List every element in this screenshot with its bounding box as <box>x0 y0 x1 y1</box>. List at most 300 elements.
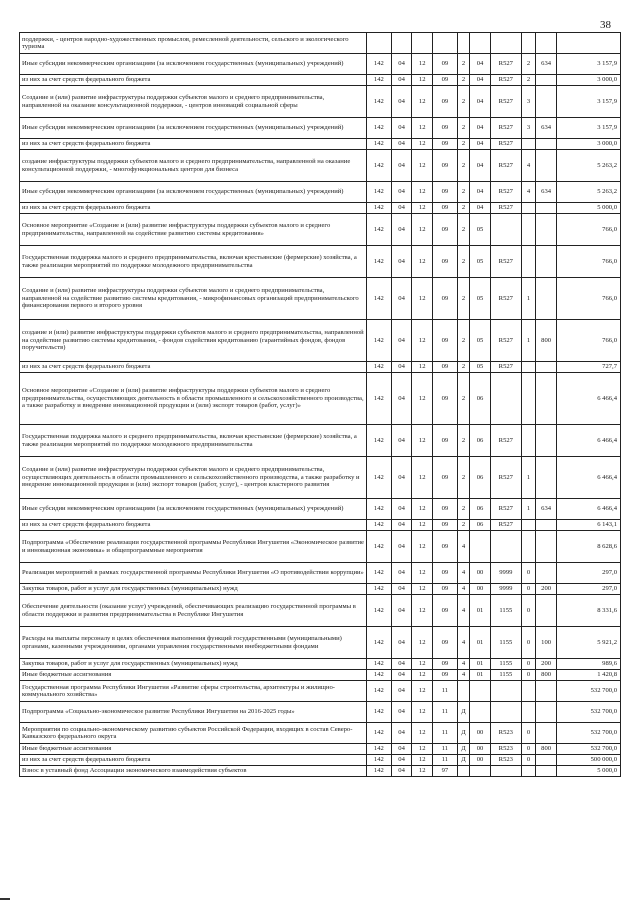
table-row <box>20 373 621 425</box>
row-sum: 3 157,9 <box>556 54 620 75</box>
row-code-adm: 142 <box>366 246 391 278</box>
row-sum: 766,0 <box>556 278 620 320</box>
row-code-p4: 1155 <box>490 627 521 659</box>
row-name: Иные субсидии некоммерческим организациям (за исключением государственных (муниципальных) учреждений) <box>20 54 367 75</box>
row-code-sub: 12 <box>412 755 433 766</box>
table-row <box>20 531 621 563</box>
row-name: Иные бюджетные ассигнования <box>20 744 367 755</box>
row-code-p3: 04 <box>470 54 491 75</box>
row-code-sec: 04 <box>391 499 412 520</box>
row-name: Государственная поддержка малого и среднего предпринимательства, включая крестьянские (фермерские) хозяйства, а также реализация мероприятий по поддержке молодежного предпринимательства <box>20 425 367 457</box>
row-code-p1: 09 <box>433 278 458 320</box>
row-code-p1: 11 <box>433 723 458 744</box>
table-row <box>20 659 621 670</box>
row-name: Иные субсидии некоммерческим организациям (за исключением государственных (муниципальных) учреждений) <box>20 499 367 520</box>
table-row <box>20 702 621 723</box>
row-sum: 1 420,8 <box>556 670 620 681</box>
row-code-sec: 04 <box>391 595 412 627</box>
row-code-sub: 12 <box>412 150 433 182</box>
row-code-p1: 09 <box>433 182 458 203</box>
table-row <box>20 766 621 777</box>
row-code-p5: 3 <box>521 86 535 118</box>
row-code-adm: 142 <box>366 584 391 595</box>
row-code-p1: 11 <box>433 744 458 755</box>
row-sum <box>556 33 620 54</box>
row-code-p5 <box>521 214 535 246</box>
row-code-p5: 0 <box>521 563 535 584</box>
row-code-p3 <box>470 33 491 54</box>
row-sum: 3 157,9 <box>556 86 620 118</box>
row-name: Закупка товаров, работ и услуг для государственных (муниципальных) нужд <box>20 659 367 670</box>
row-code-p3 <box>470 702 491 723</box>
row-code-p2: 2 <box>457 86 469 118</box>
row-code-vr <box>536 520 557 531</box>
row-code-adm: 142 <box>366 150 391 182</box>
row-code-p5 <box>521 33 535 54</box>
row-code-adm: 142 <box>366 766 391 777</box>
row-code-p1: 09 <box>433 362 458 373</box>
row-code-adm: 142 <box>366 203 391 214</box>
row-code-sub: 12 <box>412 214 433 246</box>
row-code-sub: 12 <box>412 681 433 702</box>
table-row <box>20 563 621 584</box>
row-name: Основное мероприятие «Создание и (или) развитие инфраструктуры поддержки субъектов малого и среднего предпринимательства, направленной на содействие развитию системы кредитования» <box>20 214 367 246</box>
row-code-p3: 05 <box>470 362 491 373</box>
row-code-p5: 0 <box>521 744 535 755</box>
row-code-p5 <box>521 203 535 214</box>
row-code-adm: 142 <box>366 214 391 246</box>
row-code-p4: 9999 <box>490 563 521 584</box>
row-code-sec: 04 <box>391 278 412 320</box>
row-name: из них за счет средств федерального бюджета <box>20 755 367 766</box>
row-code-p1: 09 <box>433 54 458 75</box>
row-sum: 8 628,6 <box>556 531 620 563</box>
row-code-p2: 2 <box>457 182 469 203</box>
row-code-p5 <box>521 246 535 278</box>
row-sum: 297,0 <box>556 563 620 584</box>
row-code-p5 <box>521 681 535 702</box>
row-code-p2: Д <box>457 723 469 744</box>
table-row <box>20 681 621 702</box>
row-code-p2: 4 <box>457 563 469 584</box>
row-code-p4: R527 <box>490 54 521 75</box>
row-code-sub: 12 <box>412 139 433 150</box>
row-code-vr: 800 <box>536 744 557 755</box>
table-row <box>20 33 621 54</box>
row-code-p3: 04 <box>470 150 491 182</box>
row-code-p4: 9999 <box>490 584 521 595</box>
row-code-p4: R527 <box>490 320 521 362</box>
row-code-p1: 11 <box>433 681 458 702</box>
row-code-adm: 142 <box>366 702 391 723</box>
row-code-p5: 0 <box>521 755 535 766</box>
row-code-vr <box>536 531 557 563</box>
row-code-vr: 634 <box>536 499 557 520</box>
row-name: Иные субсидии некоммерческим организациям (за исключением государственных (муниципальных) учреждений) <box>20 182 367 203</box>
row-code-p1: 09 <box>433 425 458 457</box>
row-code-vr <box>536 766 557 777</box>
row-code-p3 <box>470 531 491 563</box>
row-code-p3: 01 <box>470 627 491 659</box>
row-sum: 3 157,9 <box>556 118 620 139</box>
row-code-p4: 1155 <box>490 595 521 627</box>
row-name: из них за счет средств федерального бюджета <box>20 139 367 150</box>
row-code-p1: 09 <box>433 627 458 659</box>
row-code-adm: 142 <box>366 755 391 766</box>
row-code-adm: 142 <box>366 362 391 373</box>
row-code-p3: 05 <box>470 320 491 362</box>
row-code-sec: 04 <box>391 584 412 595</box>
table-row <box>20 723 621 744</box>
row-code-p1: 09 <box>433 203 458 214</box>
row-name: Взнос в уставный фонд Ассоциации экономического взаимодействия субъектов <box>20 766 367 777</box>
row-code-adm: 142 <box>366 75 391 86</box>
row-code-p1: 09 <box>433 373 458 425</box>
row-code-p5 <box>521 702 535 723</box>
row-code-sec: 04 <box>391 203 412 214</box>
row-code-sec: 04 <box>391 744 412 755</box>
row-code-p2: 4 <box>457 584 469 595</box>
row-code-vr <box>536 723 557 744</box>
row-code-p5: 4 <box>521 182 535 203</box>
row-code-sec: 04 <box>391 702 412 723</box>
row-code-p3: 05 <box>470 278 491 320</box>
row-name: Подпрограмма «Обеспечение реализации государственной программы Республики Ингушетия «Экономическое развитие и инновационная экономика» и общепрограммные мероприятия <box>20 531 367 563</box>
row-name: из них за счет средств федерального бюджета <box>20 362 367 373</box>
table-row <box>20 457 621 499</box>
row-code-vr <box>536 86 557 118</box>
row-code-adm: 142 <box>366 118 391 139</box>
row-code-p2: 2 <box>457 425 469 457</box>
table-row <box>20 214 621 246</box>
row-name: Создание и (или) развитие инфраструктуры поддержки субъектов малого и среднего предпринимательства, осуществляющих деятельность в области промышленного и сельскохозяйственного производства, а также разработку и внедрение инновационной продукции и (или) экспорт товаров (работ, услуг), - центров кластерного развития <box>20 457 367 499</box>
row-code-vr <box>536 755 557 766</box>
row-code-adm: 142 <box>366 182 391 203</box>
row-code-sub: 12 <box>412 702 433 723</box>
row-code-sub: 12 <box>412 118 433 139</box>
row-name: поддержки, - центров народно-художественных промыслов, ремесленной деятельности, сельского и экологического туризма <box>20 33 367 54</box>
row-code-adm: 142 <box>366 681 391 702</box>
row-code-p4: R527 <box>490 75 521 86</box>
row-code-vr <box>536 33 557 54</box>
row-sum: 532 700,0 <box>556 681 620 702</box>
row-name: Обеспечение деятельности (оказание услуг) учреждений, обеспечивающих реализацию государственной программы в области поддержки и развития предпринимательства в Республике Ингушетия <box>20 595 367 627</box>
row-code-p2: 2 <box>457 139 469 150</box>
row-code-p4: R527 <box>490 246 521 278</box>
row-name: из них за счет средств федерального бюджета <box>20 75 367 86</box>
row-code-p5: 2 <box>521 54 535 75</box>
row-code-sub: 12 <box>412 278 433 320</box>
row-code-p2: 2 <box>457 278 469 320</box>
row-sum: 3 000,0 <box>556 75 620 86</box>
row-code-p3 <box>470 766 491 777</box>
table-row <box>20 744 621 755</box>
row-code-p3: 04 <box>470 75 491 86</box>
table-row <box>20 139 621 150</box>
row-code-adm: 142 <box>366 659 391 670</box>
row-code-p1 <box>433 33 458 54</box>
row-code-p3: 01 <box>470 659 491 670</box>
row-code-vr: 800 <box>536 320 557 362</box>
row-name: создание и (или) развитие инфраструктуры поддержки субъектов малого и среднего предпринимательства, направленной на содействие развитию системы кредитования, - фондов содействия кредитованию (гарантийных фондов, фондов поручительств) <box>20 320 367 362</box>
row-code-p5: 0 <box>521 627 535 659</box>
row-code-sub: 12 <box>412 723 433 744</box>
row-code-p2: 2 <box>457 150 469 182</box>
row-code-sub: 12 <box>412 182 433 203</box>
row-code-p4: R527 <box>490 362 521 373</box>
row-code-p1: 09 <box>433 457 458 499</box>
row-code-sec: 04 <box>391 723 412 744</box>
row-code-sec: 04 <box>391 670 412 681</box>
row-code-p2: 2 <box>457 520 469 531</box>
row-code-p2: Д <box>457 744 469 755</box>
row-code-sub: 12 <box>412 54 433 75</box>
row-code-p4 <box>490 702 521 723</box>
row-code-p1: 09 <box>433 139 458 150</box>
row-code-adm: 142 <box>366 670 391 681</box>
row-sum: 5 263,2 <box>556 150 620 182</box>
row-code-p2: 2 <box>457 320 469 362</box>
row-code-sub: 12 <box>412 86 433 118</box>
row-code-p5 <box>521 139 535 150</box>
table-row <box>20 499 621 520</box>
row-code-p2: 2 <box>457 118 469 139</box>
row-code-sec: 04 <box>391 520 412 531</box>
row-code-p4: R527 <box>490 150 521 182</box>
row-code-p4 <box>490 766 521 777</box>
row-code-vr <box>536 373 557 425</box>
table-row <box>20 755 621 766</box>
row-code-p3: 06 <box>470 373 491 425</box>
row-code-sub: 12 <box>412 531 433 563</box>
row-code-adm: 142 <box>366 627 391 659</box>
row-code-p1: 09 <box>433 659 458 670</box>
row-code-p2: 2 <box>457 203 469 214</box>
row-sum: 766,0 <box>556 246 620 278</box>
row-code-adm: 142 <box>366 139 391 150</box>
table-row <box>20 520 621 531</box>
row-code-sub: 12 <box>412 595 433 627</box>
row-code-vr <box>536 425 557 457</box>
row-code-adm: 142 <box>366 86 391 118</box>
row-code-p3: 00 <box>470 563 491 584</box>
row-sum: 5 000,0 <box>556 203 620 214</box>
row-code-sub: 12 <box>412 425 433 457</box>
row-code-sub: 12 <box>412 457 433 499</box>
row-code-sec: 04 <box>391 182 412 203</box>
row-sum: 5 263,2 <box>556 182 620 203</box>
row-code-p3: 00 <box>470 723 491 744</box>
row-code-sub: 12 <box>412 362 433 373</box>
row-code-p1: 09 <box>433 214 458 246</box>
row-sum: 297,0 <box>556 584 620 595</box>
row-code-sec: 04 <box>391 659 412 670</box>
row-name: Реализация мероприятий в рамках государственной программы Республики Ингушетия «О противодействии коррупции» <box>20 563 367 584</box>
row-code-p4 <box>490 531 521 563</box>
row-code-sec: 04 <box>391 118 412 139</box>
row-code-sec: 04 <box>391 150 412 182</box>
row-code-p3: 01 <box>470 595 491 627</box>
row-code-p4: R527 <box>490 86 521 118</box>
table-row <box>20 584 621 595</box>
row-code-p1: 09 <box>433 563 458 584</box>
row-code-adm: 142 <box>366 320 391 362</box>
row-code-p5: 0 <box>521 723 535 744</box>
row-code-p4: R527 <box>490 203 521 214</box>
row-name: Иные бюджетные ассигнования <box>20 670 367 681</box>
row-code-sub: 12 <box>412 563 433 584</box>
row-code-sec: 04 <box>391 362 412 373</box>
row-name: Государственная программа Республики Ингушетия «Развитие сферы строительства, архитектуры и жилищно-коммунального хозяйства» <box>20 681 367 702</box>
row-name: Государственная поддержка малого и среднего предпринимательства, включая крестьянские (фермерские) хозяйства, а также реализация мероприятий по поддержке молодежного предпринимательства <box>20 246 367 278</box>
row-code-p2: 4 <box>457 670 469 681</box>
row-code-sec: 04 <box>391 425 412 457</box>
row-code-p4: R527 <box>490 499 521 520</box>
row-sum: 5 000,0 <box>556 766 620 777</box>
row-code-p5: 0 <box>521 659 535 670</box>
row-code-sub: 12 <box>412 499 433 520</box>
row-code-vr: 200 <box>536 584 557 595</box>
row-sum: 5 921,2 <box>556 627 620 659</box>
row-code-p3: 05 <box>470 214 491 246</box>
row-code-sec: 04 <box>391 457 412 499</box>
table-row <box>20 627 621 659</box>
row-code-p5: 2 <box>521 75 535 86</box>
row-code-p4 <box>490 214 521 246</box>
row-sum: 6 466,4 <box>556 499 620 520</box>
row-code-sub: 12 <box>412 75 433 86</box>
row-sum: 6 466,4 <box>556 373 620 425</box>
row-code-p2: 4 <box>457 531 469 563</box>
row-code-p4: 1155 <box>490 659 521 670</box>
row-code-vr: 634 <box>536 182 557 203</box>
row-code-sub: 12 <box>412 744 433 755</box>
row-code-vr <box>536 278 557 320</box>
row-code-p1: 09 <box>433 246 458 278</box>
row-code-p1: 09 <box>433 150 458 182</box>
row-name: Создание и (или) развитие инфраструктуры поддержки субъектов малого и среднего предпринимательства, направленной на оказание консультационной поддержки, - центров инноваций социальной сферы <box>20 86 367 118</box>
row-code-p5: 1 <box>521 320 535 362</box>
row-code-p2: 2 <box>457 499 469 520</box>
row-code-p3: 04 <box>470 203 491 214</box>
row-code-p4: R523 <box>490 755 521 766</box>
row-code-sub: 12 <box>412 627 433 659</box>
row-code-p5 <box>521 362 535 373</box>
row-code-p5 <box>521 373 535 425</box>
row-code-p4 <box>490 373 521 425</box>
row-code-adm: 142 <box>366 54 391 75</box>
row-code-p5: 0 <box>521 670 535 681</box>
row-code-vr: 200 <box>536 659 557 670</box>
row-code-p4: R527 <box>490 278 521 320</box>
row-code-p5 <box>521 531 535 563</box>
row-code-p4: R527 <box>490 520 521 531</box>
row-code-p4: R527 <box>490 457 521 499</box>
row-code-sec: 04 <box>391 766 412 777</box>
row-code-p2: 2 <box>457 54 469 75</box>
table-row <box>20 670 621 681</box>
row-code-p2 <box>457 766 469 777</box>
row-code-sub: 12 <box>412 584 433 595</box>
row-code-p5 <box>521 425 535 457</box>
row-code-p4 <box>490 681 521 702</box>
row-name: Подпрограмма «Социально-экономическое развитие Республики Ингушетия на 2016-2025 годы» <box>20 702 367 723</box>
row-code-p1: 09 <box>433 670 458 681</box>
row-name: Основное мероприятие «Создание и (или) развитие инфраструктуры поддержки субъектов малого и среднего предпринимательства, осуществляющих деятельность в области промышленного и сельскохозяйственного производства, а также разработку и внедрение инновационной продукции и (или) экспорт товаров (работ, услуг)» <box>20 373 367 425</box>
row-code-p5 <box>521 520 535 531</box>
row-code-p3: 06 <box>470 520 491 531</box>
row-code-adm: 142 <box>366 278 391 320</box>
row-code-adm: 142 <box>366 373 391 425</box>
row-sum: 3 000,0 <box>556 139 620 150</box>
row-code-sec: 04 <box>391 320 412 362</box>
table-row <box>20 86 621 118</box>
row-name: из них за счет средств федерального бюджета <box>20 203 367 214</box>
page-edge-mark <box>0 898 10 900</box>
row-code-sec: 04 <box>391 627 412 659</box>
row-code-sub: 12 <box>412 203 433 214</box>
row-sum: 532 700,0 <box>556 702 620 723</box>
row-code-sec: 04 <box>391 86 412 118</box>
row-sum: 6 466,4 <box>556 457 620 499</box>
budget-table <box>19 32 621 777</box>
table-row <box>20 118 621 139</box>
row-code-p3: 04 <box>470 118 491 139</box>
table-row <box>20 54 621 75</box>
row-code-sub: 12 <box>412 246 433 278</box>
table-row <box>20 278 621 320</box>
row-code-p2: Д <box>457 702 469 723</box>
row-code-p3: 06 <box>470 425 491 457</box>
row-code-p2: 2 <box>457 75 469 86</box>
row-code-p4 <box>490 33 521 54</box>
row-code-adm: 142 <box>366 744 391 755</box>
row-code-vr: 800 <box>536 670 557 681</box>
row-code-p2: 2 <box>457 214 469 246</box>
row-sum: 766,0 <box>556 214 620 246</box>
row-code-adm: 142 <box>366 425 391 457</box>
row-code-p2: 4 <box>457 659 469 670</box>
row-sum: 532 700,0 <box>556 744 620 755</box>
row-code-p1: 97 <box>433 766 458 777</box>
row-code-p2: 2 <box>457 457 469 499</box>
row-code-sec: 04 <box>391 214 412 246</box>
row-name: создание инфраструктуры поддержки субъектов малого и среднего предпринимательства, направленной на оказание консультационной поддержки, - многофункциональных центров для бизнеса <box>20 150 367 182</box>
row-sum: 727,7 <box>556 362 620 373</box>
row-code-p1: 09 <box>433 320 458 362</box>
row-code-sec: 04 <box>391 246 412 278</box>
row-code-p3: 04 <box>470 139 491 150</box>
row-code-p5: 0 <box>521 584 535 595</box>
row-name: Мероприятия по социально-экономическому развитию субъектов Российской Федерации, входящих в состав Северо-Кавказского федерального округа <box>20 723 367 744</box>
row-sum: 8 331,6 <box>556 595 620 627</box>
row-code-p4: R527 <box>490 182 521 203</box>
row-code-sec: 04 <box>391 755 412 766</box>
row-code-vr <box>536 457 557 499</box>
row-code-sec: 04 <box>391 681 412 702</box>
row-code-sec: 04 <box>391 54 412 75</box>
row-code-p5: 4 <box>521 150 535 182</box>
table-row <box>20 182 621 203</box>
row-sum: 766,0 <box>556 320 620 362</box>
row-code-p3: 00 <box>470 744 491 755</box>
row-code-p1: 09 <box>433 499 458 520</box>
row-code-p5: 1 <box>521 499 535 520</box>
row-code-p1: 09 <box>433 75 458 86</box>
table-row <box>20 75 621 86</box>
row-code-sec: 04 <box>391 373 412 425</box>
row-code-p2 <box>457 33 469 54</box>
